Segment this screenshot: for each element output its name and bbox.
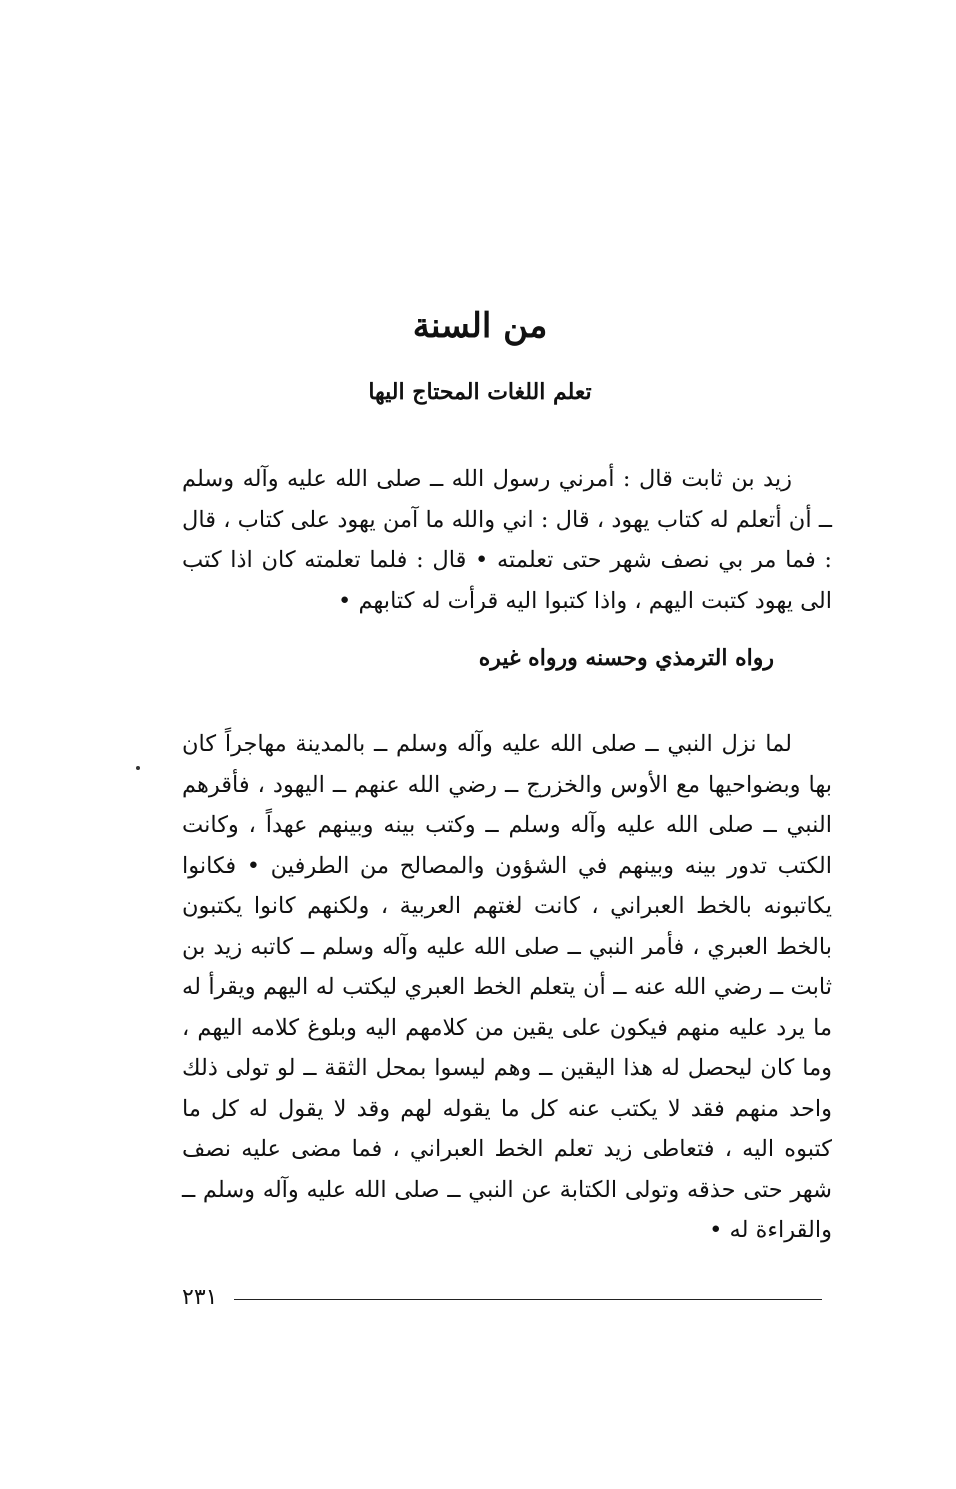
paragraph-commentary: لما نزل النبي ــ صلى الله عليه وآله وسلم ــ بالمدينة مهاجراً كان بها وبضواحيها مع الأوس والخزرج ــ رضي الله عنهم ــ اليهود ، فأقرهم النبي ــ صلى الله عليه وآله وسلم ــ وكتب بينه وبينهم عهداً ، وكانت الكتب تدور بينه وبينهم في الشؤون والمصالح من الطرفين • فكانوا يكاتبونه بالخط العبراني ، كانت لغتهم العربية ، ولكنهم كانوا يكتبون بالخط العبري ، فأمر النبي ــ صلى الله عليه وآله وسلم ــ كاتبه زيد بن ثابت ــ رضي الله عنه ــ أن يتعلم الخط العبري ليكتب له اليهم ويقرأ له ما يرد عليه منهم فيكون على يقين من كلامهم اليه وبلوغ كلامه اليهم ، وما كان ليحصل له هذا اليقين ــ وهم ليسوا بمحل الثقة ــ لو تولى ذلك واحد منهم فقد لا يكتب عنه كل ما يقوله لهم وقد لا يقول له كل ما كتبوه اليه ، فتعاطى زيد تعلم الخط العبراني ، فما مضى عليه نصف شهر حتى حذقه وتولى الكتابة عن النبي ــ صلى الله عليه وآله وسلم ــ والقراءة له • [182,731,832,1243]
hadith-attribution: رواه الترمذي وحسنه ورواه غيره [478,645,774,671]
page-footer [182,1280,822,1316]
footer-rule [234,1299,822,1300]
page-title: من السنة [412,306,548,346]
section-subtitle: تعلم اللغات المحتاج اليها [368,379,592,405]
page-number: ٢٣١ [182,1285,218,1310]
paragraph-hadith: زيد بن ثابت قال : أمرني رسول الله ــ صلى الله عليه وآله وسلم ــ أن أتعلم له كتاب يهود ، قال : اني والله ما آمن يهود على كتاب ، قال : فما مر بي نصف شهر حتى تعلمته • قال : فلما تعلمته كان اذا كتب الى يهود كتبت اليهم ، واذا كتبوا اليه قرأت له كتابهم • [182,466,832,614]
ink-speck [136,766,140,770]
